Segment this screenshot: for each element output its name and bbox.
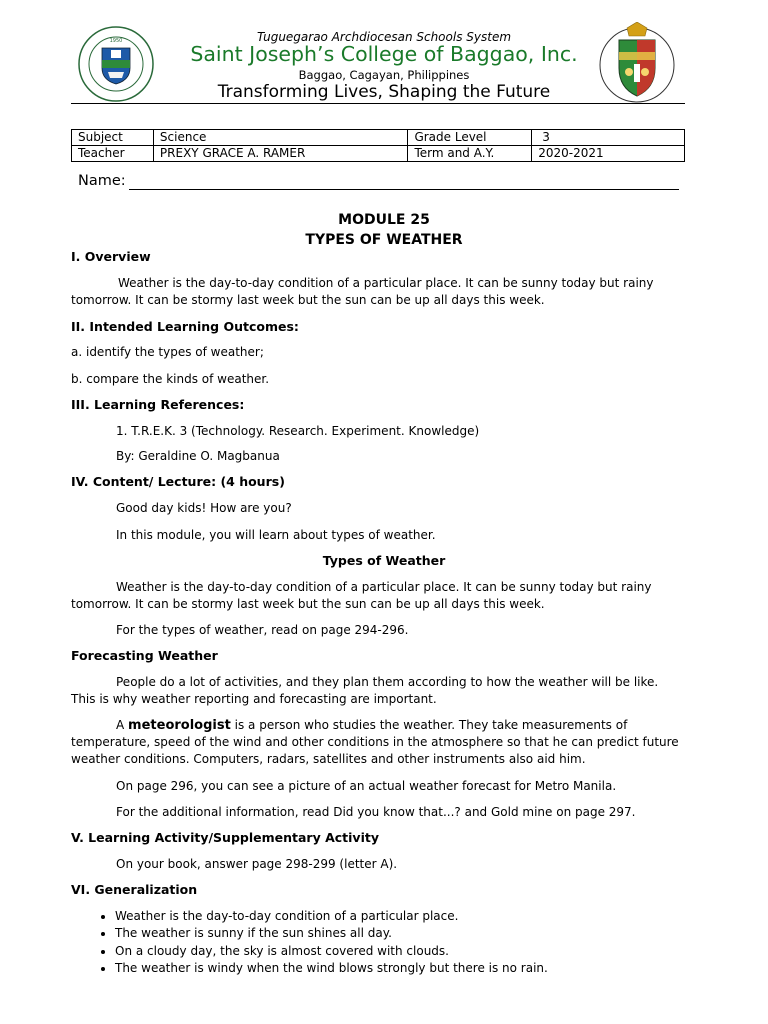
table-row	[72, 130, 685, 146]
school-motto: Transforming Lives, Shaping the Future	[217, 82, 551, 102]
svg-text:1950: 1950	[109, 38, 123, 44]
subject-value: Science	[153, 130, 408, 146]
intro-text: In this module, you will learn about types of weather.	[116, 528, 436, 542]
types-of-weather-heading: Types of Weather	[322, 553, 446, 568]
school-system-name: Tuguegarao Archdiocesan Schools System	[256, 30, 512, 44]
teacher-value: PREXY GRACE A. RAMER	[153, 146, 408, 162]
content-heading: IV. Content/ Lecture: (4 hours)	[71, 474, 285, 489]
activity-heading: V. Learning Activity/Supplementary Activity	[71, 830, 379, 845]
module-title: TYPES OF WEATHER	[305, 232, 463, 248]
meteorologist-term: meteorologist	[128, 718, 231, 733]
meteorologist-paragraph	[71, 717, 683, 768]
forecasting-heading: Forecasting Weather	[71, 648, 218, 663]
references-heading: III. Learning References:	[71, 397, 245, 412]
forecasting-text: People do a lot of activities, and they plan them according to how the weather will be like. This is why weather reporting and forecasting are important.	[71, 675, 659, 706]
generalization-list	[95, 908, 548, 977]
outcome-a: a. identify the types of weather;	[71, 345, 264, 359]
overview-text: Weather is the day-to-day condition of a particular place. It can be sunny today but rainy tomorrow. It can be stormy last week but the sun can be up all days this week.	[71, 276, 654, 307]
school-name: Saint Joseph’s College of Baggao, Inc.	[190, 42, 578, 66]
outcome-b: b. compare the kinds of weather.	[71, 372, 270, 386]
teacher-label: Teacher	[72, 146, 154, 162]
greeting-text: Good day kids! How are you?	[116, 501, 292, 515]
term-label: Term and A.Y.	[408, 146, 532, 162]
header-divider	[71, 103, 685, 104]
page-296-text: On page 296, you can see a picture of an actual weather forecast for Metro Manila.	[116, 779, 617, 793]
types-read-text: For the types of weather, read on page 294-296.	[116, 623, 409, 637]
school-location: Baggao, Cagayan, Philippines	[298, 68, 470, 82]
outcomes-heading: II. Intended Learning Outcomes:	[71, 319, 299, 334]
generalization-heading: VI. Generalization	[71, 882, 198, 897]
overview-heading: I. Overview	[71, 249, 151, 264]
list-item: • On a cloudy day, the sky is almost covered with clouds.	[115, 943, 548, 960]
table-row	[72, 146, 685, 162]
subject-label: Subject	[72, 130, 154, 146]
list-item: • Weather is the day-to-day condition of a particular place.	[115, 908, 548, 925]
additional-info-text: For the additional information, read Did you know that...? and Gold mine on page 297.	[116, 805, 636, 819]
list-item: • The weather is windy when the wind blows strongly but there is no rain.	[115, 960, 548, 977]
module-number: MODULE 25	[338, 212, 430, 228]
types-of-weather-text: Weather is the day-to-day condition of a particular place. It can be sunny today but rainy tomorrow. It can be stormy last week but the sun can be up all days this week.	[71, 580, 652, 611]
term-value: 2020-2021	[532, 146, 685, 162]
name-blank-line[interactable]	[129, 189, 679, 190]
module-info-table	[71, 129, 685, 162]
reference-author: By: Geraldine O. Magbanua	[116, 449, 280, 463]
activity-text: On your book, answer page 298-299 (letter A).	[116, 857, 398, 871]
list-item: • The weather is sunny if the sun shines all day.	[115, 925, 548, 942]
meteo-a: A	[116, 718, 125, 732]
grade-level-value: 3	[532, 130, 685, 146]
name-label: Name:	[78, 173, 126, 189]
grade-level-label: Grade Level	[408, 130, 532, 146]
meteo-rest: is a person who studies the weather. They take measurements of temperature, speed of the wind and other conditions in the atmosphere so that he can predict future weather conditions. Computers, radars, satellites and other instruments also aid him.	[71, 718, 679, 766]
reference-item: 1. T.R.E.K. 3 (Technology. Research. Experiment. Knowledge)	[116, 424, 480, 438]
